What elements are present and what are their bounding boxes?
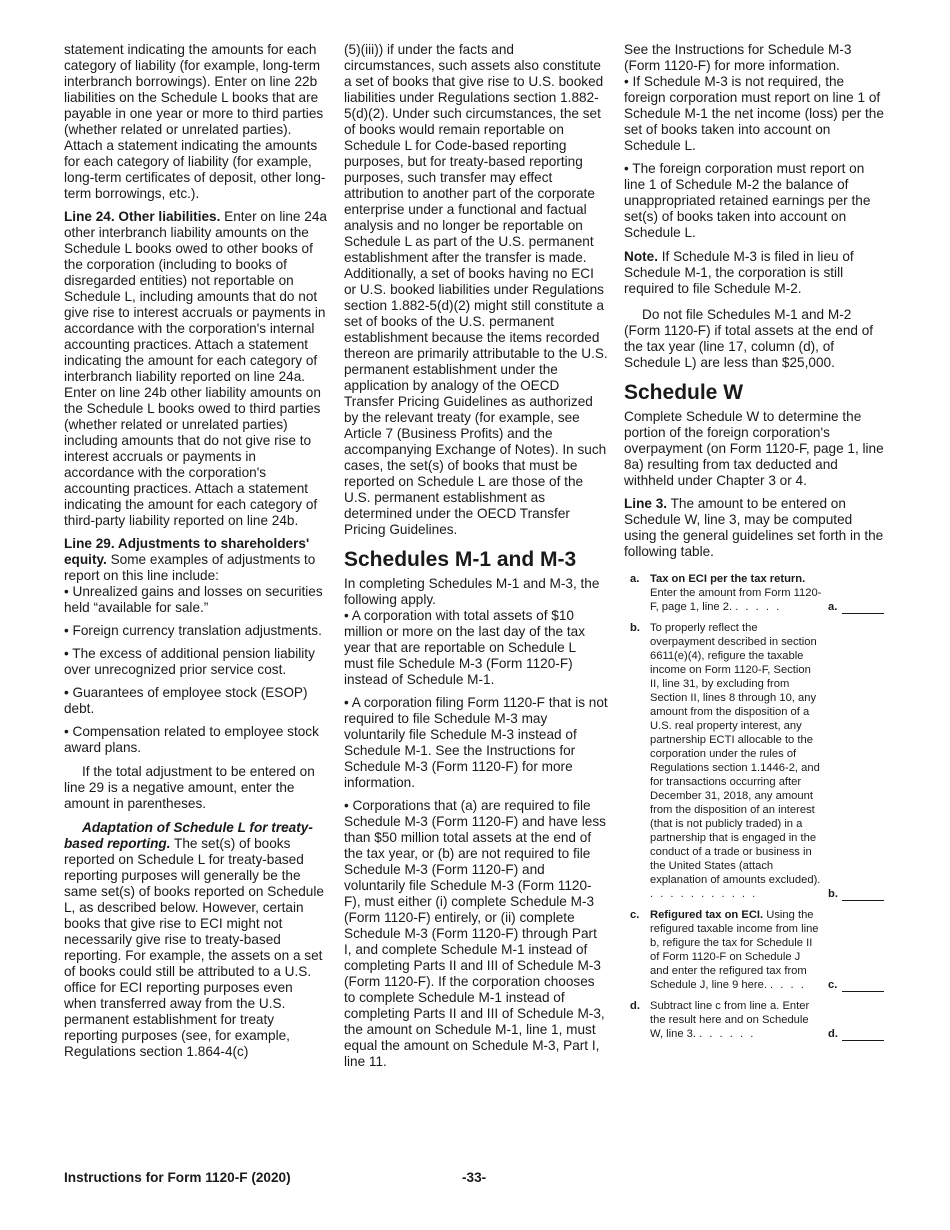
bullet-item: • Guarantees of employee stock (ESOP) debt. xyxy=(64,685,308,716)
column-right xyxy=(624,42,886,1048)
do-not-file-paragraph: Do not file Schedules M-1 and M-2 (Form 1120-F) if total assets at the end of the tax year (line 17, column (d), of Schedule L) are less than $25,000. xyxy=(624,307,874,370)
column-left xyxy=(64,42,328,1067)
line29-heading: Line 29. Adjustments to shareholders' equity. xyxy=(64,536,310,567)
adaptation-paragraph xyxy=(64,820,328,1060)
note-label: Note. xyxy=(624,249,658,264)
adaptation-heading: Adaptation of Schedule L for treaty-based reporting. xyxy=(64,820,313,851)
bullet-item: • Foreign currency translation adjustments. xyxy=(64,623,322,638)
table-row: c. Refigured tax on ECI. Using the refigured taxable income from line b, refigure the tax for Schedule II of Form 1120-F on Schedule J and enter the refigured tax from Schedule J, line 9 here. . . . . c. xyxy=(624,908,886,992)
section-heading: Schedules M-1 and M-3 xyxy=(344,548,577,571)
footer-title: Instructions for Form 1120-F (2020) xyxy=(64,1170,291,1185)
bullet-item: • The excess of additional pension liability over unrecognized prior service cost. xyxy=(64,646,315,677)
bullet-item: • Compensation related to employee stock award plans. xyxy=(64,724,319,755)
line29-text: Some examples of adjustments to report on this line include: xyxy=(64,552,316,583)
paragraph: (5)(iii)) if under the facts and circumstances, such assets also constitute a set of books that give rise to U.S. booked liabilities under Regulations section 1.882-5(d)(2). Under such circumstances, the set of books would remain reportable on Schedule L for Code-based reporting purposes, but for treaty-based reporting purposes, such transfer may effect attribution to another part of the corporate enterprise under a functional and factual analysis and no longer be reportable on Schedule L as part of the U.S. permanent establishment after the transfer is made. Additionally, a set of books having no ECI or U.S. booked liabilities under Regulations section 1.882-5(d)(2) might still constitute a set of books of the U.S. permanent establishment because the items recorded thereon are primarily attributable to the U.S. permanent establishment under the application by analogy of the OECD Transfer Pricing Guidelines as authorized by the relevant treaty (for example, see Article 7 (Business Profits) and the accompanying Exchange of Notes). In such cases, the set(s) of books that must be reported on Schedule L are those of the U.S. permanent establishment as determined under the OECD Transfer Pricing Guidelines. xyxy=(344,42,608,537)
computation-table xyxy=(624,572,886,1041)
entry-line xyxy=(842,979,884,992)
entry-line xyxy=(842,601,884,614)
paragraph: statement indicating the amounts for each category of liability (for example, long-term interbranch borrowings). Enter on line 22b liabilities on the Schedule L books that are payable in one year or more to third parties (whether related or unrelated parties). Attach a statement indicating the amounts for each category of liability (for example, long-term certificates of deposit, other long-term borrowings, etc.). xyxy=(64,42,326,201)
line24-text: Enter on line 24a other interbranch liability amounts on the Schedule L books owed to other books of the corporation (including to books of disregarded entities) not reportable on Schedule L, including amounts that do not give rise to interest accruals or payments in accordance with the corporation's internal accounting practices. Attach a statement indicating the amount for each category of interbranch liability reported on line 24a. Enter on line 24b other liability amounts on the Schedule L books owed to third parties (whether related or unrelated parties) including amounts that do not give rise to interest accruals or payments in accordance with the corporation's accounting practices. Attach a statement indicating the amount for each category of third-party liability reported on line 24b. xyxy=(64,209,327,528)
line24-paragraph xyxy=(64,209,328,529)
section-heading: Schedule W xyxy=(624,381,744,404)
bullet-item: • Unrealized gains and losses on securities held “available for sale.” xyxy=(64,584,323,615)
bullet-item: • If Schedule M-3 is not required, the foreign corporation must report on line 1 of Schedule M-1 the net income (loss) per the set of books taken into account on Schedule L. xyxy=(624,74,884,153)
column-middle xyxy=(344,42,608,1077)
bullet-item: • The foreign corporation must report on line 1 of Schedule M-2 the balance of unappropriated retained earnings per the set(s) of books taken into account on Schedule L. xyxy=(624,161,871,240)
schedule-w-intro: Complete Schedule W to determine the portion of the foreign corporation's overpayment (on Form 1120-F, page 1, line 8a) resulting from tax deducted and withheld under Chapter 3 or 4. xyxy=(624,409,884,488)
line3-paragraph xyxy=(624,496,886,560)
negative-amount-paragraph: If the total adjustment to be entered on line 29 is a negative amount, enter the amount in parentheses. xyxy=(64,764,315,811)
entry-line xyxy=(842,888,884,901)
line29-paragraph xyxy=(64,536,328,584)
bullet-item: • Corporations that (a) are required to file Schedule M-3 (Form 1120-F) and have less than $50 million total assets at the end of the tax year, or (b) are not required to file Schedule M-3 (Form 1120-F) and voluntarily file Schedule M-3 (Form 1120-F), must either (i) complete Schedule M-3 (Form 1120-F) entirely, or (ii) complete Schedule M-3 (Form 1120-F) through Part I, and complete Schedule M-1 instead of completing Parts II and III of Schedule M-3 (Form 1120-F). If the corporation chooses to complete Schedule M-1 instead of completing Parts II and III of Schedule M-3, the amount on Schedule M-1, line 1, must equal the amount on Schedule M-3, Part I, line 11. xyxy=(344,798,606,1069)
table-row: a. Tax on ECI per the tax return. Enter the amount from Form 1120-F, page 1, line 2. . . . . . a. xyxy=(624,572,886,614)
paragraph: See the Instructions for Schedule M-3 (Form 1120-F) for more information. xyxy=(624,42,852,73)
adaptation-text: The set(s) of books reported on Schedule L for treaty-based reporting purposes will generally be the same set(s) of books reported on Schedule L, as described below. However, certain books that give rise to ECI might not necessarily give rise to treaty-based reporting. For example, the assets on a set of books could still be attributed to a U.S. office for ECI reporting purposes even when transferred away from the U.S. permanent establishment for treaty reporting purposes (see, for example, Regulations section 1.864-4(c) xyxy=(64,836,324,1059)
table-row: d. Subtract line c from line a. Enter the result here and on Schedule W, line 3. . . . . . . d. xyxy=(624,999,886,1041)
line24-heading: Line 24. Other liabilities. xyxy=(64,209,221,224)
page-number: -33- xyxy=(462,1170,487,1185)
note-text: If Schedule M-3 is filed in lieu of Schedule M-1, the corporation is still required to file Schedule M-2. xyxy=(624,249,854,296)
bullet-item: • A corporation filing Form 1120-F that is not required to file Schedule M-3 may voluntarily file Schedule M-3 instead of Schedule M-1. See the Instructions for Schedule M-3 (Form 1120-F) for more information. xyxy=(344,695,608,790)
table-row: b. To properly reflect the overpayment described in section 6611(e)(4), refigure the taxable income on Form 1120-F, Section II, line 31, by excluding from Section II, lines 8 through 10, any amount from the disposition of a U.S. real property interest, any partnership ECTI allocable to the corporation under the rules of Regulations section 1.1446-2, and for transactions occurring after December 31, 2018, any amount from the disposition of an interest (that is not publicly traded) in a partnership that is engaged in the conduct of a trade or business in the United States (attach explanation of amounts excluded). . . . . . . . . . . . b. xyxy=(624,621,886,901)
line3-heading: Line 3. xyxy=(624,496,668,511)
note-paragraph xyxy=(624,249,886,297)
entry-line xyxy=(842,1028,884,1041)
bullet-item: • A corporation with total assets of $10 million or more on the last day of the tax year that are reportable on Schedule L must file Schedule M-3 (Form 1120-F) instead of Schedule M-1. xyxy=(344,608,586,687)
intro-paragraph: In completing Schedules M-1 and M-3, the following apply. xyxy=(344,576,600,607)
line3-text: The amount to be entered on Schedule W, line 3, may be computed using the general guidelines set forth in the following table. xyxy=(624,496,884,559)
